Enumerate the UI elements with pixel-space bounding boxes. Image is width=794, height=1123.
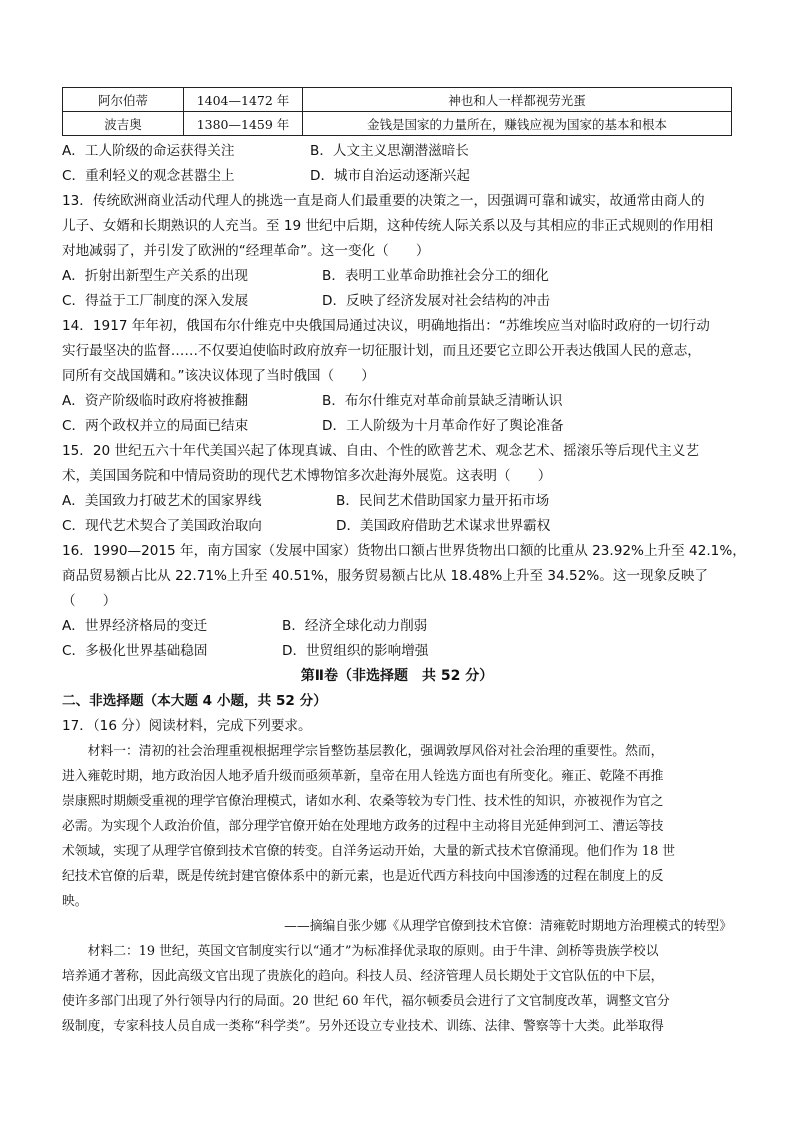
- table-cell-years: 1404—1472 年: [184, 88, 303, 112]
- material-two-line: 级制度，专家科技人员自成一类称“科学类”。另外还设立专业技术、训练、法律、警察等十大类。此举取得: [62, 1019, 664, 1034]
- q13-option-c[interactable]: C．得益于工厂制度的深入发展: [62, 293, 249, 309]
- q14-option-c[interactable]: C．两个政权并立的局面已结束: [62, 418, 249, 434]
- table-cell-years: 1380—1459 年: [184, 112, 303, 136]
- table-cell-quote: 神也和人一样都视劳光蛋: [303, 88, 732, 112]
- q15-option-d[interactable]: D．美国政府借助艺术谋求世界霸权: [336, 518, 551, 534]
- q14-stem-line2: 实行最坚决的监督……不仅要迫使临时政府放弃一切征服计划，而且还要它立即公开表达俄国人民的意志，: [62, 343, 701, 359]
- table-cell-name: 阿尔伯蒂: [63, 88, 184, 112]
- q15-option-c[interactable]: C．现代艺术契合了美国政治取向: [62, 518, 262, 534]
- q13-option-b[interactable]: B．表明工业革命助推社会分工的细化: [322, 268, 549, 284]
- q13-stem-line2: 儿子、女婿和长期熟识的人充当。至 19 世纪中后期，这种传统人际关系以及与其相应的非正式规则的作用相: [62, 218, 714, 234]
- q15-stem-line2: 术，美国国务院和中情局资助的现代艺术博物馆多次赴海外展览。这表明（ ）: [62, 468, 552, 484]
- q15-stem-line1: 15．20 世纪五六十年代美国兴起了体现真诚、自由、个性的欧普艺术、观念艺术、摇滚乐等后现代主义艺: [62, 443, 700, 459]
- q14-option-d[interactable]: D．工人阶级为十月革命作好了舆论准备: [322, 418, 564, 434]
- q13-option-a[interactable]: A．折射出新型生产关系的出现: [62, 268, 249, 284]
- q14-option-b[interactable]: B．布尔什维克对革命前景缺乏清晰认识: [322, 393, 563, 409]
- philosophers-table: [62, 87, 732, 136]
- q16-stem-line1: 16．1990—2015 年，南方国家（发展中国家）货物出口额占世界货物出口额的比重从 23.92%上升至 42.1%，: [62, 543, 746, 559]
- material-one-source: ——摘编自张少娜《从理学官僚到技术官僚：清雍乾时期地方治理模式的转型》: [284, 919, 732, 934]
- q13-option-d[interactable]: D．反映了经济发展对社会结构的冲击: [322, 293, 550, 309]
- q16-option-a[interactable]: A．世界经济格局的变迁: [62, 618, 208, 634]
- q14-stem-line1: 14．1917 年年初，俄国布尔什维克中央俄国局通过决议，明确地指出：“苏维埃应当对临时政府的一切行动: [62, 318, 710, 334]
- q16-option-c[interactable]: C．多极化世界基础稳固: [62, 643, 208, 659]
- q16-option-b[interactable]: B．经济全球化动力削弱: [282, 618, 428, 634]
- q12-option-b[interactable]: B．人文主义思潮潜滋暗长: [310, 143, 469, 159]
- table-cell-name: 波吉奥: [63, 112, 184, 136]
- q15-option-b[interactable]: B．民间艺术借助国家力量开拓市场: [336, 493, 550, 509]
- table-row: [63, 88, 732, 112]
- q17-stem: 17．（16 分）阅读材料，完成下列要求。: [62, 718, 312, 734]
- q16-stem-line2: 商品贸易额占比从 22.71%上升至 40.51%，服务贸易额占比从 18.48%上升至 34.52%。这一现象反映了: [62, 568, 709, 584]
- q15-option-a[interactable]: A．美国致力打破艺术的国家界线: [62, 493, 262, 509]
- q16-stem-line3: （ ）: [62, 593, 117, 609]
- section-two-heading: 二、非选择题（本大题 4 小题，共 52 分）: [62, 693, 327, 709]
- q16-option-d[interactable]: D．世贸组织的影响增强: [282, 643, 429, 659]
- table-row: [63, 112, 732, 136]
- material-two-line: 材料二：19 世纪，英国文官制度实行以“通才”为标准择优录取的原则。由于牛津、剑桥等贵族学校以: [62, 944, 659, 959]
- q12-option-a[interactable]: A．工人阶级的命运获得关注: [62, 143, 235, 159]
- material-one-line: 映。: [62, 894, 88, 909]
- material-one-line: 纪技术官僚的后辈，既是传统封建官僚体系中的新元素，也是近代西方科技向中国渗透的过程在制度上的反: [62, 869, 664, 884]
- material-one-line: 必需。为实现个人政治价值，部分理学官僚开始在处理地方政务的过程中主动将目光延伸到河工、漕运等技: [62, 819, 664, 834]
- q13-stem-line1: 13．传统欧洲商业活动代理人的挑选一直是商人们最重要的决策之一，因强调可靠和诚实，故通常由商人的: [62, 193, 705, 209]
- material-one-line: 术领域，实现了从理学官僚到技术官僚的转变。自洋务运动开始，大量的新式技术官僚涌现。他们作为 18 世: [62, 844, 676, 859]
- q13-stem-line3: 对地减弱了，并引发了欧洲的“经理革命”。这一变化（ ）: [62, 243, 430, 259]
- material-one-line: 材料一：清初的社会治理重视根据理学宗旨整饬基层教化，强调敦厚风俗对社会治理的重要性。然而，: [62, 744, 664, 759]
- material-two-line: 培养通才著称，因此高级文官出现了贵族化的趋向。科技人员、经济管理人员长期处于文官队伍的中下层，: [62, 969, 664, 984]
- material-one-line: 崇康熙时期颇受重视的理学官僚治理模式，诸如水利、农桑等较为专门性、技术性的知识，亦被视作为官之: [62, 794, 664, 809]
- q14-stem-line3: 同所有交战国媾和。”该决议体现了当时俄国（ ）: [62, 368, 375, 384]
- q12-option-d[interactable]: D．城市自治运动逐渐兴起: [310, 168, 470, 184]
- q12-option-c[interactable]: C．重利轻义的观念甚嚣尘上: [62, 168, 235, 184]
- q14-option-a[interactable]: A．资产阶级临时政府将被推翻: [62, 393, 249, 409]
- part-two-title: 第Ⅱ卷（非选择题 共 52 分）: [300, 668, 494, 684]
- table-cell-quote: 金钱是国家的力量所在，赚钱应视为国家的基本和根本: [303, 112, 732, 136]
- material-one-line: 进入雍乾时期，地方政治因人地矛盾升级而亟须革新，皇帝在用人铨选方面也有所变化。雍正、乾隆不再推: [62, 769, 664, 784]
- material-two-line: 使许多部门出现了外行领导内行的局面。20 世纪 60 年代，福尔顿委员会进行了文官制度改革，调整文官分: [62, 994, 670, 1009]
